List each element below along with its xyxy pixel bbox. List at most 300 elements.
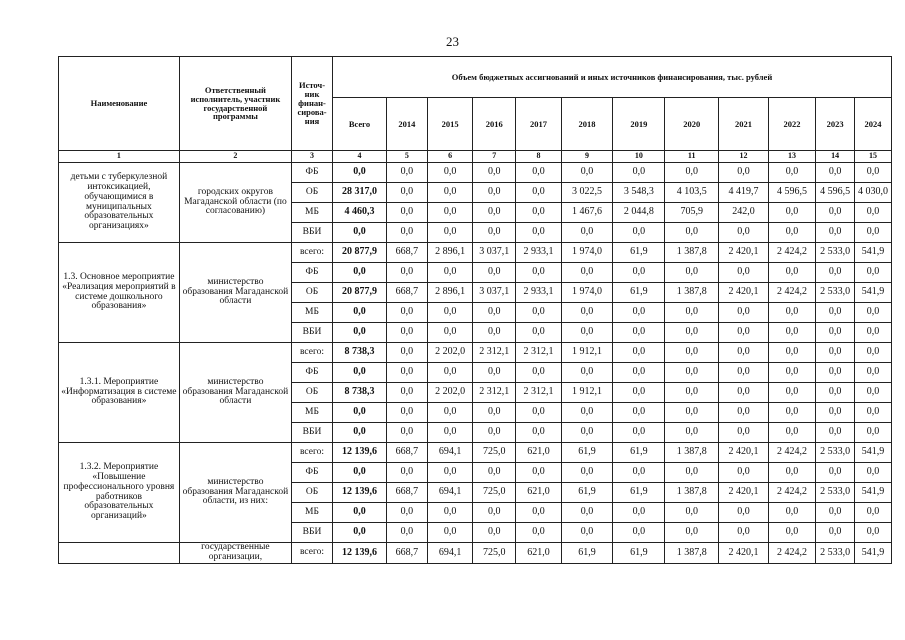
total-cell: 0,0 [333, 503, 387, 523]
year-value-cell: 2 424,2 [768, 543, 815, 564]
year-value-cell: 0,0 [613, 263, 665, 283]
year-value-cell: 1 974,0 [561, 283, 613, 303]
column-number: 10 [613, 151, 665, 163]
year-value-cell: 541,9 [855, 243, 892, 263]
header-year: 2016 [473, 98, 516, 151]
total-cell: 0,0 [333, 363, 387, 383]
year-value-cell: 0,0 [473, 223, 516, 243]
year-value-cell: 1 387,8 [665, 243, 719, 263]
year-value-cell: 0,0 [719, 163, 769, 183]
year-value-cell: 668,7 [386, 243, 427, 263]
year-value-cell: 0,0 [386, 383, 427, 403]
total-cell: 28 317,0 [333, 183, 387, 203]
year-value-cell: 2 424,2 [768, 243, 815, 263]
year-value-cell: 2 933,1 [516, 283, 561, 303]
responsible-executor: министерство образования Магаданской области [179, 343, 291, 443]
year-value-cell: 0,0 [768, 323, 815, 343]
year-value-cell: 0,0 [473, 323, 516, 343]
year-value-cell: 0,0 [816, 503, 855, 523]
year-value-cell: 0,0 [855, 263, 892, 283]
year-value-cell: 0,0 [816, 523, 855, 543]
year-value-cell: 0,0 [427, 303, 472, 323]
year-value-cell: 0,0 [473, 363, 516, 383]
column-number: 4 [333, 151, 387, 163]
year-value-cell: 0,0 [613, 523, 665, 543]
year-value-cell: 61,9 [613, 243, 665, 263]
total-cell: 0,0 [333, 223, 387, 243]
year-value-cell: 0,0 [613, 163, 665, 183]
year-value-cell: 0,0 [719, 523, 769, 543]
year-value-cell: 2 533,0 [816, 443, 855, 463]
header-year: 2018 [561, 98, 613, 151]
year-value-cell: 694,1 [427, 443, 472, 463]
year-value-cell: 0,0 [561, 423, 613, 443]
year-value-cell: 0,0 [473, 503, 516, 523]
funding-source: МБ [292, 403, 333, 423]
year-value-cell: 0,0 [613, 463, 665, 483]
year-value-cell: 0,0 [768, 463, 815, 483]
column-number: 1 [59, 151, 180, 163]
year-value-cell: 0,0 [816, 383, 855, 403]
year-value-cell: 0,0 [561, 463, 613, 483]
column-number: 12 [719, 151, 769, 163]
year-value-cell: 2 202,0 [427, 383, 472, 403]
year-value-cell: 0,0 [816, 343, 855, 363]
year-value-cell: 0,0 [816, 303, 855, 323]
year-value-cell: 0,0 [473, 263, 516, 283]
funding-source: ОБ [292, 483, 333, 503]
year-value-cell: 0,0 [561, 363, 613, 383]
budget-table [58, 56, 892, 564]
year-value-cell: 0,0 [427, 523, 472, 543]
year-value-cell: 3 548,3 [613, 183, 665, 203]
year-value-cell: 0,0 [665, 383, 719, 403]
funding-source: МБ [292, 203, 333, 223]
year-value-cell: 0,0 [561, 163, 613, 183]
activity-name [59, 543, 180, 564]
year-value-cell: 0,0 [613, 503, 665, 523]
year-value-cell: 0,0 [516, 183, 561, 203]
funding-source: всего: [292, 343, 333, 363]
year-value-cell: 0,0 [386, 223, 427, 243]
year-value-cell: 0,0 [473, 303, 516, 323]
year-value-cell: 668,7 [386, 283, 427, 303]
year-value-cell: 621,0 [516, 483, 561, 503]
year-value-cell: 0,0 [855, 503, 892, 523]
year-value-cell: 0,0 [516, 203, 561, 223]
year-value-cell: 2 312,1 [516, 383, 561, 403]
header-year: 2021 [719, 98, 769, 151]
year-value-cell: 0,0 [473, 163, 516, 183]
year-value-cell: 0,0 [855, 463, 892, 483]
year-value-cell: 0,0 [855, 323, 892, 343]
year-value-cell: 0,0 [665, 403, 719, 423]
year-value-cell: 0,0 [386, 323, 427, 343]
year-value-cell: 0,0 [816, 423, 855, 443]
total-cell: 0,0 [333, 423, 387, 443]
total-cell: 0,0 [333, 263, 387, 283]
year-value-cell: 0,0 [665, 163, 719, 183]
funding-source: ФБ [292, 163, 333, 183]
column-number: 11 [665, 151, 719, 163]
year-value-cell: 0,0 [613, 403, 665, 423]
funding-source: всего: [292, 543, 333, 564]
funding-source: ВБИ [292, 223, 333, 243]
funding-source: ВБИ [292, 423, 333, 443]
year-value-cell: 0,0 [816, 263, 855, 283]
year-value-cell: 0,0 [427, 363, 472, 383]
funding-source: ФБ [292, 263, 333, 283]
year-value-cell: 0,0 [516, 223, 561, 243]
year-value-cell: 2 533,0 [816, 483, 855, 503]
year-value-cell: 0,0 [386, 263, 427, 283]
year-value-cell: 0,0 [719, 403, 769, 423]
header-year: 2019 [613, 98, 665, 151]
year-value-cell: 2 533,0 [816, 543, 855, 564]
header-year: 2024 [855, 98, 892, 151]
year-value-cell: 0,0 [561, 303, 613, 323]
header-year: 2023 [816, 98, 855, 151]
year-value-cell: 1 912,1 [561, 343, 613, 363]
year-value-cell: 0,0 [613, 423, 665, 443]
funding-source: ОБ [292, 283, 333, 303]
year-value-cell: 0,0 [816, 403, 855, 423]
year-value-cell: 694,1 [427, 543, 472, 564]
year-value-cell: 1 912,1 [561, 383, 613, 403]
year-value-cell: 541,9 [855, 483, 892, 503]
year-value-cell: 0,0 [768, 523, 815, 543]
year-value-cell: 668,7 [386, 443, 427, 463]
year-value-cell: 0,0 [719, 423, 769, 443]
funding-source: ФБ [292, 463, 333, 483]
total-cell: 0,0 [333, 323, 387, 343]
year-value-cell: 0,0 [855, 203, 892, 223]
year-value-cell: 0,0 [386, 303, 427, 323]
year-value-cell: 2 896,1 [427, 283, 472, 303]
year-value-cell: 0,0 [665, 343, 719, 363]
year-value-cell: 0,0 [473, 463, 516, 483]
year-value-cell: 0,0 [516, 463, 561, 483]
year-value-cell: 0,0 [516, 163, 561, 183]
year-value-cell: 2 420,1 [719, 283, 769, 303]
table-row [59, 443, 892, 463]
year-value-cell: 1 974,0 [561, 243, 613, 263]
column-number: 13 [768, 151, 815, 163]
year-value-cell: 2 202,0 [427, 343, 472, 363]
year-value-cell: 2 312,1 [473, 383, 516, 403]
year-value-cell: 0,0 [386, 523, 427, 543]
year-value-cell: 0,0 [516, 303, 561, 323]
year-value-cell: 0,0 [386, 463, 427, 483]
year-value-cell: 0,0 [386, 343, 427, 363]
total-cell: 20 877,9 [333, 283, 387, 303]
total-cell: 4 460,3 [333, 203, 387, 223]
column-number-row [59, 151, 892, 163]
year-value-cell: 61,9 [613, 443, 665, 463]
year-value-cell: 61,9 [561, 543, 613, 564]
page-number: 23 [446, 34, 459, 49]
total-cell: 0,0 [333, 463, 387, 483]
year-value-cell: 0,0 [855, 423, 892, 443]
year-value-cell: 0,0 [665, 263, 719, 283]
year-value-cell: 0,0 [719, 503, 769, 523]
year-value-cell: 0,0 [855, 223, 892, 243]
year-value-cell: 0,0 [386, 423, 427, 443]
year-value-cell: 1 387,8 [665, 543, 719, 564]
responsible-executor: городских округов Магаданской области (по согласованию) [179, 163, 291, 243]
year-value-cell: 0,0 [719, 223, 769, 243]
total-cell: 0,0 [333, 403, 387, 423]
year-value-cell: 0,0 [855, 303, 892, 323]
year-value-cell: 0,0 [768, 383, 815, 403]
year-value-cell: 541,9 [855, 283, 892, 303]
total-cell: 12 139,6 [333, 543, 387, 564]
year-value-cell: 0,0 [516, 323, 561, 343]
year-value-cell: 0,0 [473, 183, 516, 203]
year-value-cell: 1 387,8 [665, 443, 719, 463]
year-value-cell: 0,0 [768, 163, 815, 183]
year-value-cell: 0,0 [665, 223, 719, 243]
year-value-cell: 0,0 [427, 163, 472, 183]
header-total: Всего [333, 98, 387, 151]
year-value-cell: 61,9 [613, 483, 665, 503]
year-value-cell: 705,9 [665, 203, 719, 223]
year-value-cell: 2 933,1 [516, 243, 561, 263]
year-value-cell: 0,0 [516, 503, 561, 523]
activity-name: детьми с туберкулезной интоксикацией, обучающимися в муниципальных образовательных организациях» [59, 163, 180, 243]
table-row [59, 343, 892, 363]
year-value-cell: 2 420,1 [719, 243, 769, 263]
header-executor: Ответственный исполнитель, участник государственной программы [179, 57, 291, 151]
table-row [59, 163, 892, 183]
year-value-cell: 0,0 [855, 403, 892, 423]
year-value-cell: 0,0 [768, 303, 815, 323]
year-value-cell: 2 533,0 [816, 243, 855, 263]
year-value-cell: 0,0 [516, 403, 561, 423]
year-value-cell: 0,0 [473, 203, 516, 223]
total-cell: 20 877,9 [333, 243, 387, 263]
year-value-cell: 0,0 [561, 503, 613, 523]
year-value-cell: 0,0 [665, 523, 719, 543]
year-value-cell: 0,0 [516, 363, 561, 383]
year-value-cell: 0,0 [719, 263, 769, 283]
year-value-cell: 1 387,8 [665, 483, 719, 503]
year-value-cell: 621,0 [516, 443, 561, 463]
year-value-cell: 725,0 [473, 443, 516, 463]
total-cell: 0,0 [333, 163, 387, 183]
activity-name: 1.3.1. Мероприятие «Информатизация в системе образования» [59, 343, 180, 443]
column-number: 14 [816, 151, 855, 163]
year-value-cell: 0,0 [473, 423, 516, 443]
column-number: 2 [179, 151, 291, 163]
funding-source: всего: [292, 443, 333, 463]
funding-source: МБ [292, 303, 333, 323]
year-value-cell: 668,7 [386, 483, 427, 503]
year-value-cell: 0,0 [613, 343, 665, 363]
year-value-cell: 0,0 [561, 223, 613, 243]
year-value-cell: 0,0 [768, 223, 815, 243]
year-value-cell: 0,0 [386, 503, 427, 523]
year-value-cell: 0,0 [816, 223, 855, 243]
activity-name: 1.3.2. Мероприятие «Повышение профессионального уровня работников образовательных организаций» [59, 443, 180, 543]
year-value-cell: 2 312,1 [473, 343, 516, 363]
column-number: 9 [561, 151, 613, 163]
year-value-cell: 0,0 [768, 343, 815, 363]
year-value-cell: 0,0 [386, 203, 427, 223]
year-value-cell: 0,0 [768, 363, 815, 383]
column-number: 8 [516, 151, 561, 163]
year-value-cell: 0,0 [855, 363, 892, 383]
year-value-cell: 2 424,2 [768, 483, 815, 503]
year-value-cell: 0,0 [427, 403, 472, 423]
column-number: 7 [473, 151, 516, 163]
year-value-cell: 0,0 [516, 523, 561, 543]
year-value-cell: 0,0 [719, 383, 769, 403]
year-value-cell: 0,0 [719, 463, 769, 483]
year-value-cell: 0,0 [516, 263, 561, 283]
year-value-cell: 2 424,2 [768, 283, 815, 303]
year-value-cell: 0,0 [427, 223, 472, 243]
year-value-cell: 0,0 [816, 163, 855, 183]
year-value-cell: 0,0 [855, 343, 892, 363]
year-value-cell: 4 030,0 [855, 183, 892, 203]
year-value-cell: 3 022,5 [561, 183, 613, 203]
year-value-cell: 0,0 [613, 303, 665, 323]
year-value-cell: 0,0 [427, 423, 472, 443]
year-value-cell: 0,0 [613, 223, 665, 243]
year-value-cell: 2 044,8 [613, 203, 665, 223]
year-value-cell: 0,0 [816, 203, 855, 223]
year-value-cell: 0,0 [768, 503, 815, 523]
year-value-cell: 4 596,5 [816, 183, 855, 203]
year-value-cell: 2 896,1 [427, 243, 472, 263]
column-number: 3 [292, 151, 333, 163]
year-value-cell: 61,9 [561, 443, 613, 463]
year-value-cell: 0,0 [386, 163, 427, 183]
year-value-cell: 2 312,1 [516, 343, 561, 363]
funding-source: ФБ [292, 363, 333, 383]
header-volume: Объем бюджетных ассигнований и иных источников финансирования, тыс. рублей [333, 57, 892, 98]
year-value-cell: 0,0 [561, 323, 613, 343]
total-cell: 8 738,3 [333, 383, 387, 403]
year-value-cell: 0,0 [855, 383, 892, 403]
year-value-cell: 0,0 [427, 463, 472, 483]
year-value-cell: 0,0 [719, 363, 769, 383]
year-value-cell: 0,0 [719, 343, 769, 363]
year-value-cell: 0,0 [719, 303, 769, 323]
total-cell: 8 738,3 [333, 343, 387, 363]
year-value-cell: 0,0 [427, 263, 472, 283]
responsible-executor: государственные организации, [179, 543, 291, 564]
column-number: 15 [855, 151, 892, 163]
year-value-cell: 694,1 [427, 483, 472, 503]
year-value-cell: 61,9 [613, 543, 665, 564]
year-value-cell: 0,0 [561, 263, 613, 283]
year-value-cell: 0,0 [516, 423, 561, 443]
total-cell: 12 139,6 [333, 483, 387, 503]
activity-name: 1.3. Основное мероприятие «Реализация мероприятий в системе дошкольного образования» [59, 243, 180, 343]
column-number: 6 [427, 151, 472, 163]
funding-source: ОБ [292, 383, 333, 403]
year-value-cell: 2 420,1 [719, 483, 769, 503]
year-value-cell: 61,9 [613, 283, 665, 303]
header-year: 2014 [386, 98, 427, 151]
year-value-cell: 0,0 [386, 403, 427, 423]
year-value-cell: 0,0 [613, 383, 665, 403]
year-value-cell: 0,0 [561, 523, 613, 543]
table-row [59, 543, 892, 564]
year-value-cell: 0,0 [665, 303, 719, 323]
year-value-cell: 0,0 [427, 503, 472, 523]
year-value-cell: 2 420,1 [719, 543, 769, 564]
year-value-cell: 0,0 [816, 463, 855, 483]
year-value-cell: 0,0 [665, 503, 719, 523]
year-value-cell: 2 424,2 [768, 443, 815, 463]
year-value-cell: 2 420,1 [719, 443, 769, 463]
year-value-cell: 0,0 [386, 363, 427, 383]
year-value-cell: 1 467,6 [561, 203, 613, 223]
year-value-cell: 242,0 [719, 203, 769, 223]
funding-source: ВБИ [292, 523, 333, 543]
year-value-cell: 0,0 [427, 323, 472, 343]
year-value-cell: 668,7 [386, 543, 427, 564]
year-value-cell: 0,0 [427, 203, 472, 223]
year-value-cell: 2 533,0 [816, 283, 855, 303]
total-cell: 12 139,6 [333, 443, 387, 463]
year-value-cell: 0,0 [855, 163, 892, 183]
total-cell: 0,0 [333, 303, 387, 323]
year-value-cell: 541,9 [855, 543, 892, 564]
header-name: Наименование [59, 57, 180, 151]
year-value-cell: 0,0 [665, 363, 719, 383]
year-value-cell: 4 103,5 [665, 183, 719, 203]
year-value-cell: 0,0 [665, 423, 719, 443]
funding-source: ВБИ [292, 323, 333, 343]
year-value-cell: 541,9 [855, 443, 892, 463]
responsible-executor: министерство образования Магаданской области [179, 243, 291, 343]
year-value-cell: 0,0 [613, 323, 665, 343]
table-body [59, 163, 892, 564]
year-value-cell: 0,0 [719, 323, 769, 343]
year-value-cell: 0,0 [768, 203, 815, 223]
year-value-cell: 725,0 [473, 483, 516, 503]
funding-source: всего: [292, 243, 333, 263]
year-value-cell: 0,0 [768, 263, 815, 283]
year-value-cell: 1 387,8 [665, 283, 719, 303]
year-value-cell: 0,0 [427, 183, 472, 203]
funding-source: ОБ [292, 183, 333, 203]
year-value-cell: 621,0 [516, 543, 561, 564]
year-value-cell: 0,0 [386, 183, 427, 203]
year-value-cell: 0,0 [473, 523, 516, 543]
table-row [59, 243, 892, 263]
header-year: 2017 [516, 98, 561, 151]
column-number: 5 [386, 151, 427, 163]
year-value-cell: 0,0 [665, 463, 719, 483]
year-value-cell: 725,0 [473, 543, 516, 564]
year-value-cell: 4 419,7 [719, 183, 769, 203]
year-value-cell: 0,0 [816, 323, 855, 343]
year-value-cell: 0,0 [816, 363, 855, 383]
year-value-cell: 0,0 [561, 403, 613, 423]
year-value-cell: 0,0 [768, 423, 815, 443]
responsible-executor: министерство образования Магаданской области, из них: [179, 443, 291, 543]
year-value-cell: 0,0 [665, 323, 719, 343]
year-value-cell: 3 037,1 [473, 243, 516, 263]
header-source: Источ-ник финан-сирова-ния [292, 57, 333, 151]
funding-source: МБ [292, 503, 333, 523]
year-value-cell: 61,9 [561, 483, 613, 503]
